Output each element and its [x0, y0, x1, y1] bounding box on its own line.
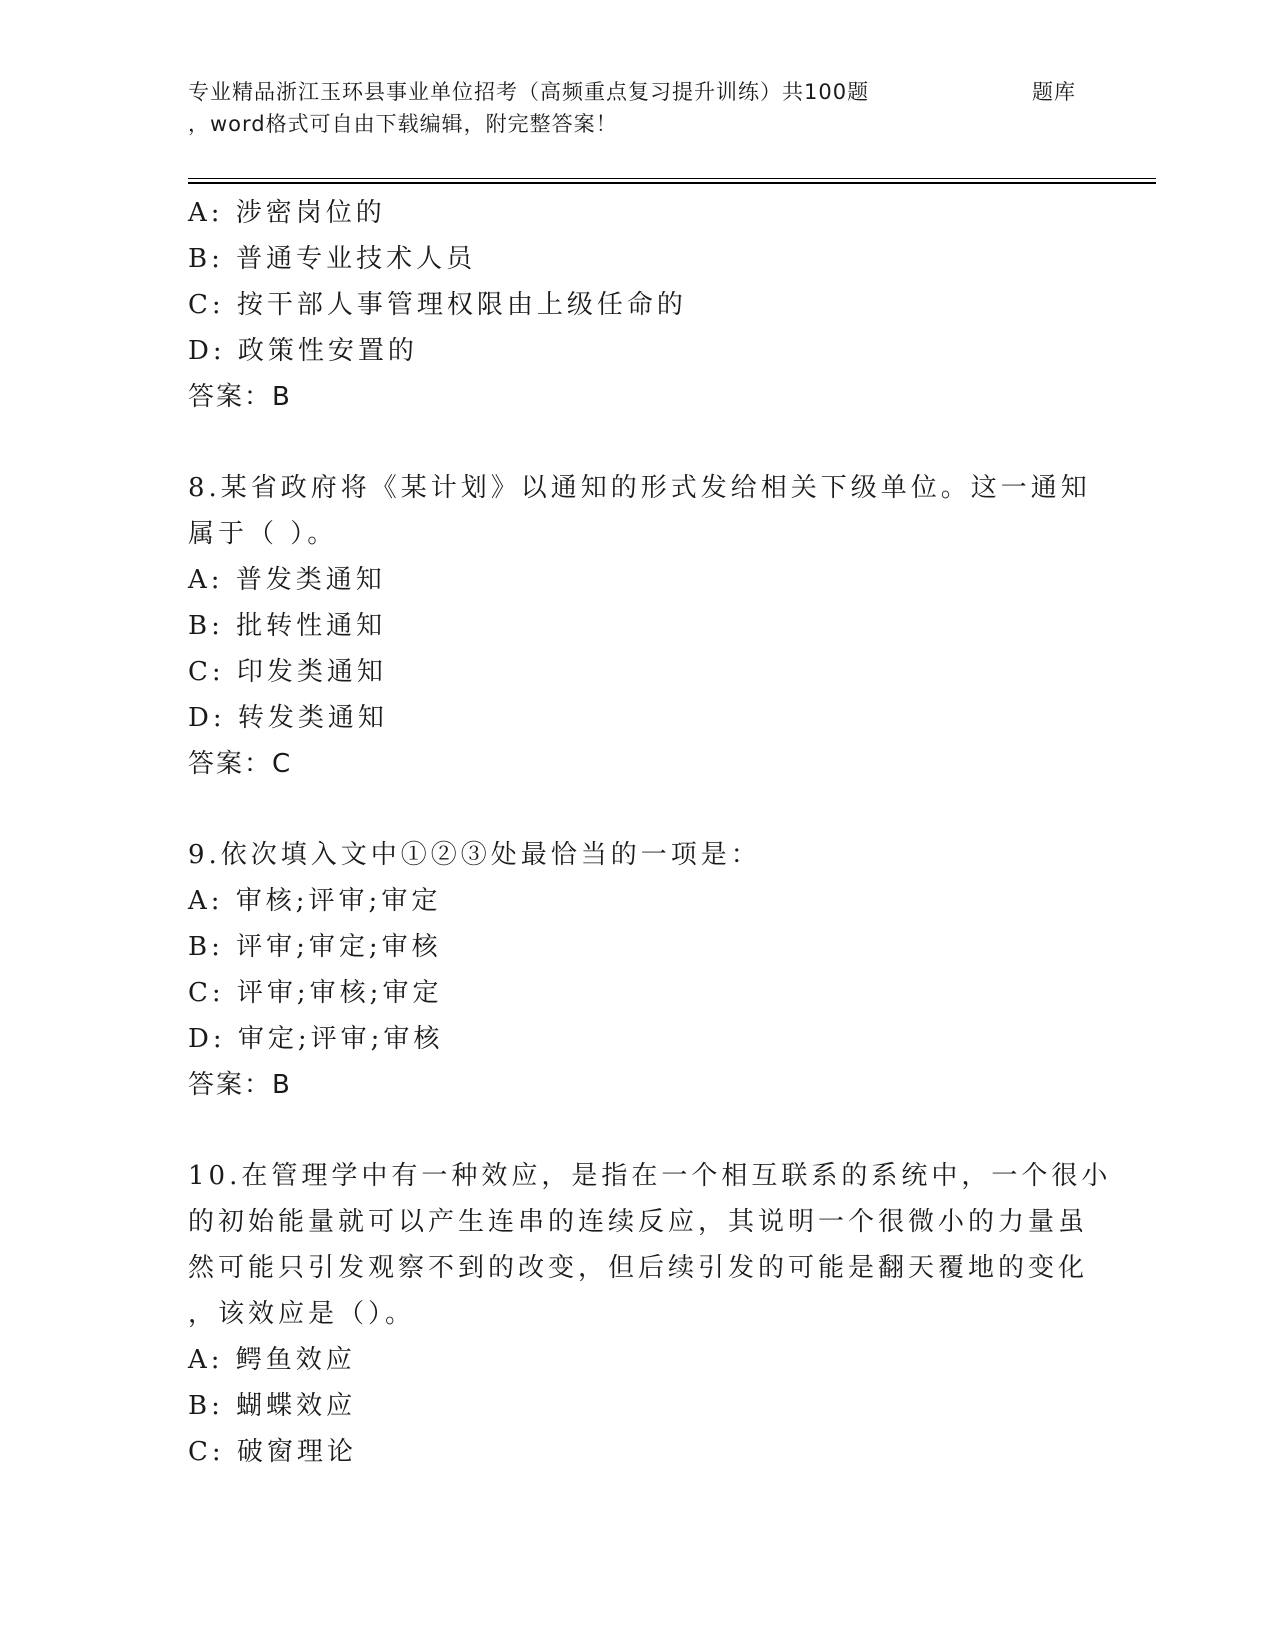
question-9 [188, 832, 1088, 1108]
header-title-line-1: 专业精品浙江玉环县事业单位招考（高频重点复习提升训练）共100题 [188, 80, 870, 104]
question-8 [188, 465, 1091, 787]
spacer [188, 1108, 1088, 1153]
answer: 答案：B [188, 1070, 292, 1100]
question-stem-line: 属于（ ）。 [188, 519, 338, 549]
question-content [188, 190, 1112, 1475]
question-stem-line: 的初始能量就可以产生连串的连续反应，其说明一个很微小的力量虽 [188, 1207, 1089, 1237]
answer: 答案：C [188, 749, 293, 779]
option-d: D: 审定;评审;审核 [188, 1024, 444, 1054]
header-title-line-2: ，word格式可自由下载编辑，附完整答案！ [188, 112, 618, 136]
question-7 [188, 190, 1088, 420]
option-c: C: 印发类通知 [188, 657, 387, 687]
spacer [188, 420, 1088, 465]
spacer [188, 787, 1088, 832]
question-stem-line: 10.在管理学中有一种效应，是指在一个相互联系的系统中，一个很小 [188, 1161, 1112, 1191]
option-a: A: 审核;评审;审定 [188, 886, 442, 916]
header-tag: 题库 [1032, 80, 1076, 104]
option-b: B: 蝴蝶效应 [188, 1391, 357, 1421]
option-a: A: 涉密岗位的 [188, 198, 386, 228]
option-b: B: 批转性通知 [188, 611, 387, 641]
option-c: C: 评审;审核;审定 [188, 978, 443, 1008]
page-header [188, 76, 1168, 140]
question-stem-line: 9.依次填入文中①②③处最恰当的一项是： [188, 840, 761, 870]
option-c: C: 破窗理论 [188, 1437, 357, 1467]
question-stem-line: 8.某省政府将《某计划》以通知的形式发给相关下级单位。这一通知 [188, 473, 1091, 503]
question-stem-line: ，该效应是（）。 [188, 1299, 416, 1329]
option-b: B: 评审;审定;审核 [188, 932, 442, 962]
option-d: D: 转发类通知 [188, 703, 388, 733]
option-a: A: 普发类通知 [188, 565, 386, 595]
question-stem-line: 然可能只引发观察不到的改变，但后续引发的可能是翻天覆地的变化 [188, 1253, 1089, 1283]
answer: 答案：B [188, 382, 292, 412]
option-b: B: 普通专业技术人员 [188, 244, 477, 274]
header-divider-thick [188, 182, 1156, 184]
header-divider-thin [188, 178, 1156, 179]
option-c: C: 按干部人事管理权限由上级任命的 [188, 290, 687, 320]
option-d: D: 政策性安置的 [188, 336, 418, 366]
option-a: A: 鳄鱼效应 [188, 1345, 356, 1375]
question-10 [188, 1153, 1112, 1475]
